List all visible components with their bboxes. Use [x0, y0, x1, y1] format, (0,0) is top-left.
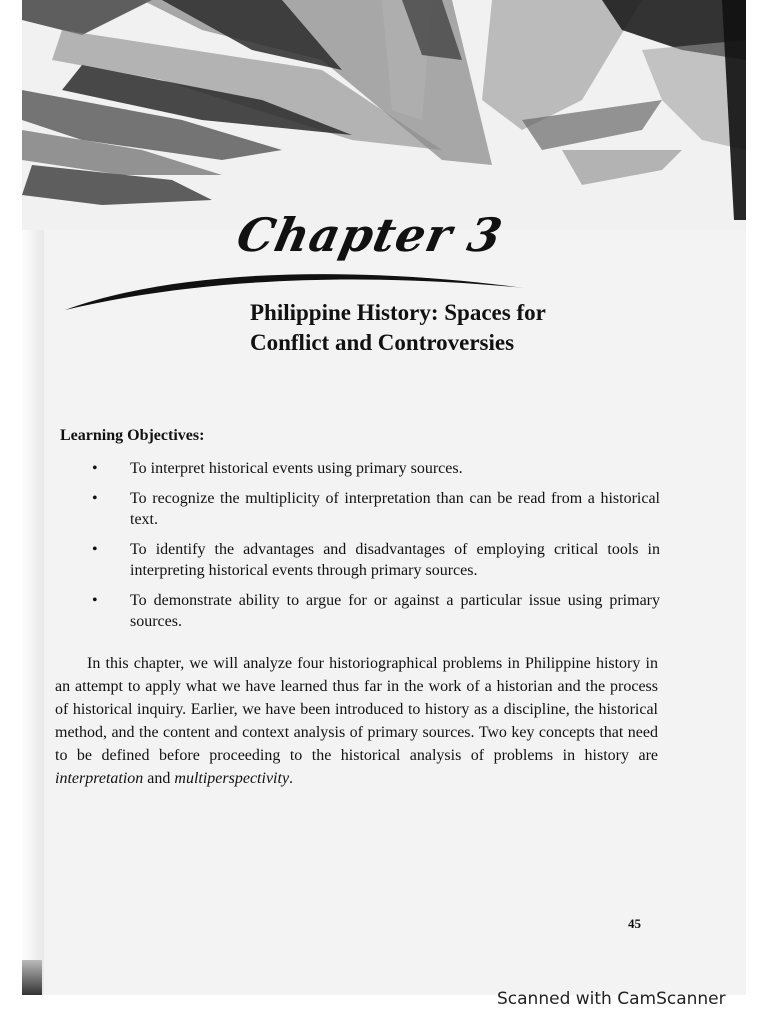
bullet-icon: •: [92, 460, 98, 477]
page-corner-shadow: [22, 960, 42, 995]
chapter-label: Chapter 3: [232, 208, 508, 262]
bullet-icon: •: [92, 490, 98, 507]
objective-item: [90, 458, 660, 479]
intro-paragraph: [55, 652, 658, 790]
chapter-title-line-2: Conflict and Controversies: [250, 330, 515, 355]
paragraph-conjunction: and: [143, 770, 175, 787]
objective-item: [90, 539, 660, 581]
scanner-watermark: Scanned with CamScanner: [497, 989, 726, 1009]
background-margin: [746, 0, 768, 1024]
objective-text: To demonstrate ability to argue for or against a particular issue using primary sources.: [130, 592, 660, 630]
bullet-icon: •: [92, 541, 98, 558]
objective-item: [90, 590, 660, 632]
paragraph-text: In this chapter, we will analyze four historiographical problems in Philippine history in an attempt to apply what we have learned thus far in the work of a historian and the process of historical inquiry. Earlier, we have been introduced to history as a discipline, the historical method, and the content and context analysis of primary sources. Two key concepts that need to be defined before proceeding to the historical analysis of problems in history are: [55, 655, 658, 764]
bullet-icon: •: [92, 592, 98, 609]
learning-objectives-heading: Learning Objectives:: [60, 427, 205, 444]
chapter-title-line-1: Philippine History: Spaces for: [250, 300, 546, 325]
term-multiperspectivity: multiperspectivity: [174, 770, 290, 787]
objective-text: To interpret historical events using primary sources.: [130, 460, 463, 477]
objective-item: [90, 488, 660, 530]
chapter-banner-image: [22, 0, 746, 230]
term-interpretation: interpretation: [55, 770, 144, 787]
objective-text: To identify the advantages and disadvantages of employing critical tools in interpreting historical events through primary sources.: [130, 541, 660, 579]
page-number: 45: [628, 916, 641, 931]
objective-text: To recognize the multiplicity of interpretation than can be read from a historical text.: [130, 490, 660, 528]
chapter-title: [250, 298, 670, 358]
paragraph-end: .: [289, 770, 294, 787]
learning-objectives-list: [90, 458, 660, 641]
